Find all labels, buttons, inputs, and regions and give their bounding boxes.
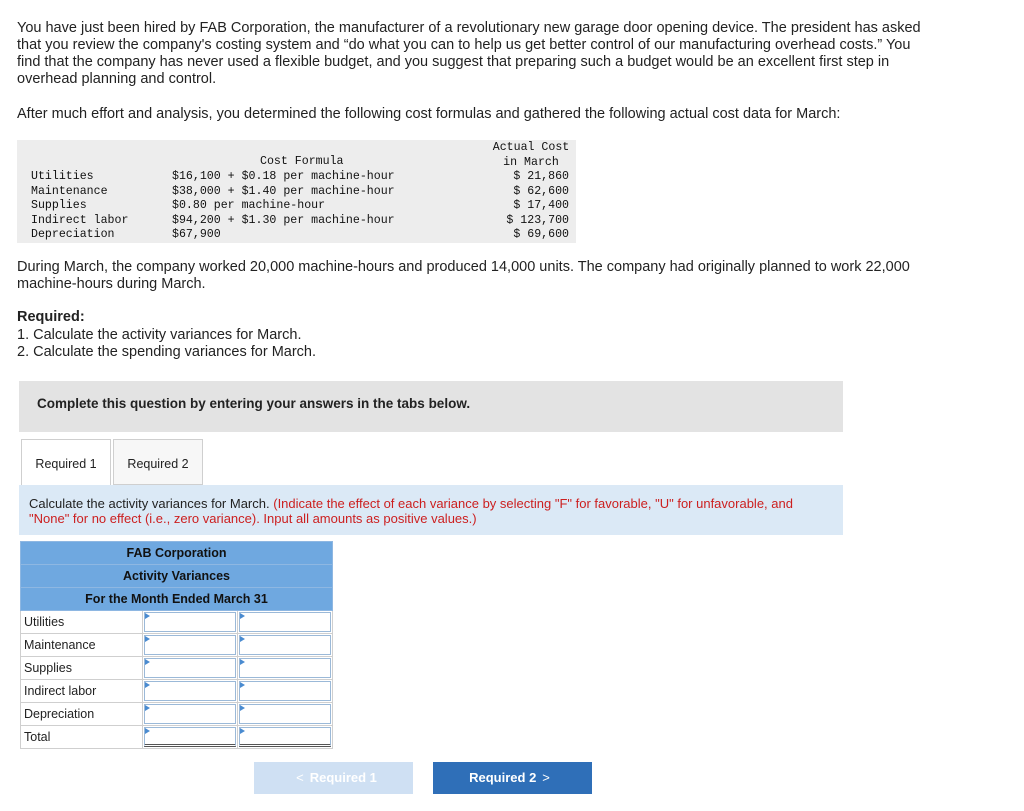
cost-item: Supplies (31, 199, 87, 212)
next-label: Required 2 (469, 770, 537, 785)
variance-amount-input[interactable] (143, 703, 238, 726)
tab-required-2[interactable] (113, 439, 203, 485)
cost-actual: $ 21,860 (513, 170, 569, 183)
tab-label: Required 2 (127, 457, 189, 471)
row-label: Indirect labor (21, 680, 143, 703)
required-section (17, 309, 316, 362)
variance-amount-input[interactable] (143, 657, 238, 680)
chevron-right-icon: > (542, 770, 550, 785)
cost-actual: $ 69,600 (513, 228, 569, 241)
table-row (21, 657, 333, 680)
cost-formula-table (17, 140, 576, 243)
variance-effect-select[interactable] (238, 634, 333, 657)
intro-paragraph-2: After much effort and analysis, you determined the following cost formulas and gathered the following actual cost data for March: (17, 106, 841, 122)
tab-required-1[interactable] (21, 439, 111, 486)
cost-item: Maintenance (31, 184, 108, 198)
required-item-2: 2. Calculate the spending variances for March. (17, 344, 317, 360)
instruction-note: (Indicate the effect of each variance by selecting "F" for favorable, "U" for unfavorable, and "None" for no effect (i.e., zero variance). Input all amounts as positive values.) (29, 496, 793, 526)
cost-item: Utilities (31, 170, 94, 183)
cost-formula: $67,900 (172, 228, 221, 241)
intro-paragraph: You have just been hired by FAB Corporation, the manufacturer of a revolutionary new garage door opening device. The president has asked that you review the company's costing system and “do what you can to help us get better control of our manufacturing overhead costs.” You find that the company has never used a flexible budget, and you suggest that preparing such a budget would be an excellent first step in overhead planning and control. (17, 20, 921, 87)
variance-amount-input[interactable] (143, 680, 238, 703)
table-title-row (21, 542, 333, 565)
cost-formula-header: Cost Formula (260, 155, 344, 168)
variance-amount-input[interactable] (143, 726, 238, 749)
cost-actual: $ 17,400 (513, 199, 569, 212)
table-title-row (21, 565, 333, 588)
cost-row (17, 185, 576, 200)
instruction-main: Calculate the activity variances for March. (29, 496, 270, 511)
instruction-box (19, 485, 843, 535)
actual-cost-header (488, 141, 574, 170)
march-info-paragraph: During March, the company worked 20,000 machine-hours and produced 14,000 units. The company had originally planned to work 22,000 machine-hours during March. (17, 259, 910, 292)
variance-effect-select[interactable] (238, 680, 333, 703)
table-row (21, 703, 333, 726)
cost-actual: $ 123,700 (506, 213, 569, 227)
variance-effect-select[interactable] (238, 657, 333, 680)
row-label: Utilities (21, 611, 143, 634)
row-label: Total (21, 726, 143, 749)
row-label: Supplies (21, 657, 143, 680)
variance-effect-select[interactable] (238, 611, 333, 634)
cost-formula: $38,000 + $1.40 per machine-hour (172, 184, 395, 198)
prev-required-button[interactable] (254, 762, 413, 794)
table-period: For the Month Ended March 31 (21, 588, 333, 611)
actual-cost-header-line2: in March (503, 155, 559, 169)
required-title: Required: (17, 309, 85, 325)
row-label: Maintenance (21, 634, 143, 657)
table-row (21, 634, 333, 657)
variance-effect-select[interactable] (238, 703, 333, 726)
cost-formula: $94,200 + $1.30 per machine-hour (172, 213, 395, 227)
cost-row (17, 170, 576, 185)
prev-label: Required 1 (309, 770, 377, 785)
activity-variances-table (20, 541, 333, 749)
table-title-row (21, 588, 333, 611)
cost-item: Indirect labor (31, 213, 129, 227)
actual-cost-header-line1: Actual Cost (492, 141, 570, 154)
required-item-1: 1. Calculate the activity variances for March. (17, 326, 302, 343)
cost-row (17, 214, 576, 229)
table-row-total (21, 726, 333, 749)
variance-amount-input[interactable] (143, 634, 238, 657)
chevron-left-icon: < (296, 770, 304, 785)
cost-actual: $ 62,600 (513, 184, 569, 198)
tab-label: Required 1 (35, 457, 97, 471)
cost-formula: $16,100 + $0.18 per machine-hour (172, 170, 395, 183)
variance-effect-select[interactable] (238, 726, 333, 749)
cost-row (17, 199, 576, 214)
cost-formula: $0.80 per machine-hour (172, 199, 326, 212)
row-label: Depreciation (21, 703, 143, 726)
instructions-banner (19, 381, 843, 432)
table-row (21, 611, 333, 634)
cost-row (17, 228, 576, 243)
banner-text: Complete this question by entering your answers in the tabs below. (37, 396, 471, 411)
company-name: FAB Corporation (21, 542, 333, 565)
table-row (21, 680, 333, 703)
cost-item: Depreciation (31, 228, 115, 241)
table-subtitle: Activity Variances (21, 565, 333, 588)
variance-amount-input[interactable] (143, 611, 238, 634)
next-required-button[interactable] (433, 762, 592, 794)
